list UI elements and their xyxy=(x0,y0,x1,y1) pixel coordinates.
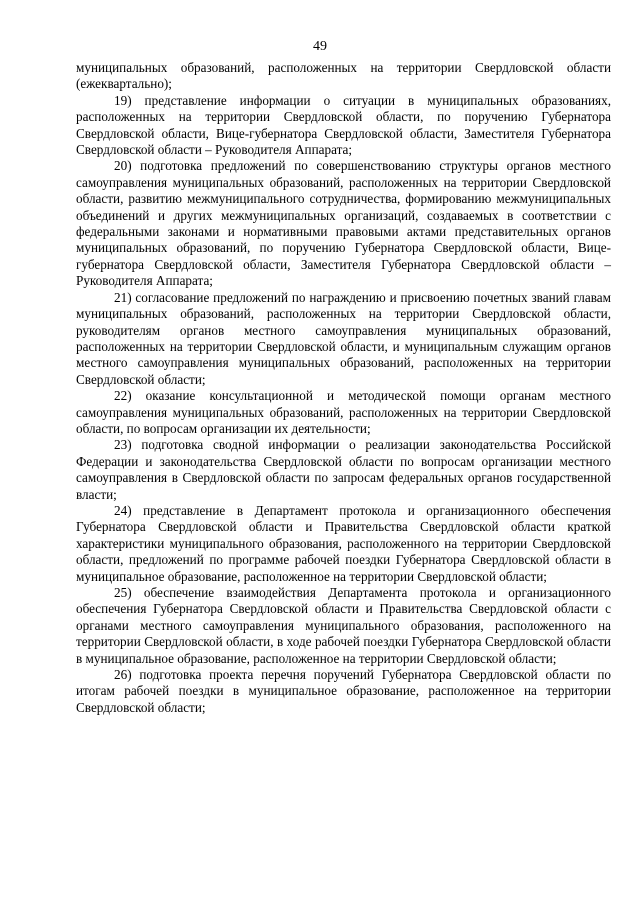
paragraph-item-25: 25) обеспечение взаимодействия Департамента протокола и организационного обеспечения Губернатора Свердловской области и Правительства Свердловской области с органами местного самоуправления муниципального образования, расположенного на территории Свердловской области, в ходе рабочей поездки Губернатора Свердловской области в муниципальное образование, расположенное на территории Свердловской области; xyxy=(76,585,611,666)
page-number: 49 xyxy=(313,39,327,54)
document-body xyxy=(76,60,611,716)
paragraph-item-26: 26) подготовка проекта перечня поручений Губернатора Свердловской области по итогам рабочей поездки в муниципальное образование, расположенное на территории Свердловской области; xyxy=(76,667,611,715)
paragraph-item-19: 19) представление информации о ситуации в муниципальных образованиях, расположенных на территории Свердловской области, по поручению Губернатора Свердловской области, Вице-губернатора Свердловской области, Заместителя Губернатора Свердловской области – Руководителя Аппарата; xyxy=(76,92,611,158)
paragraph-item-24: 24) представление в Департамент протокола и организационного обеспечения Губернатора Свердловской области и Правительства Свердловской области краткой характеристики муниципального образования, расположенного на территории Свердловской области, предложений по программе рабочей поездки Губернатора Свердловской области в муниципальное образование, расположенное на территории Свердловской области; xyxy=(76,502,611,584)
paragraph-item-22: 22) оказание консультационной и методической помощи органам местного самоуправления муниципальных образований, расположенных на территории Свердловской области, по вопросам организации их деятельности; xyxy=(76,388,611,436)
paragraph-item-23: 23) подготовка сводной информации о реализации законодательства Российской Федерации и законодательства Свердловской области по вопросам организации местного самоуправления в Свердловской области по запросам федеральных органов государственной власти; xyxy=(76,437,611,502)
paragraph-item-20: 20) подготовка предложений по совершенствованию структуры органов местного самоуправления муниципальных образований, расположенных на территории Свердловской области, развитию межмуниципального сотрудничества, формированию межмуниципальных объединений и других межмуниципальных организаций, создаваемых в соответствии с федеральными законами и нормативными правовыми актами представительных органов муниципальных образований, по поручению Губернатора Свердловской области, Вице-губернатора Свердловской области, Заместителя Губернатора Свердловской области – Руководителя Аппарата; xyxy=(76,158,611,289)
paragraph-item-21: 21) согласование предложений по награждению и присвоению почетных званий главам муниципальных образований, расположенных на территории Свердловской области, руководителям органов местного самоуправления муниципальных образований, расположенных на территории Свердловской области, и муниципальным служащим органов местного самоуправления муниципальных образований, расположенных на территории Свердловской области; xyxy=(76,289,611,387)
paragraph-continuation: муниципальных образований, расположенных на территории Свердловской области (ежеквартально); xyxy=(76,60,611,92)
